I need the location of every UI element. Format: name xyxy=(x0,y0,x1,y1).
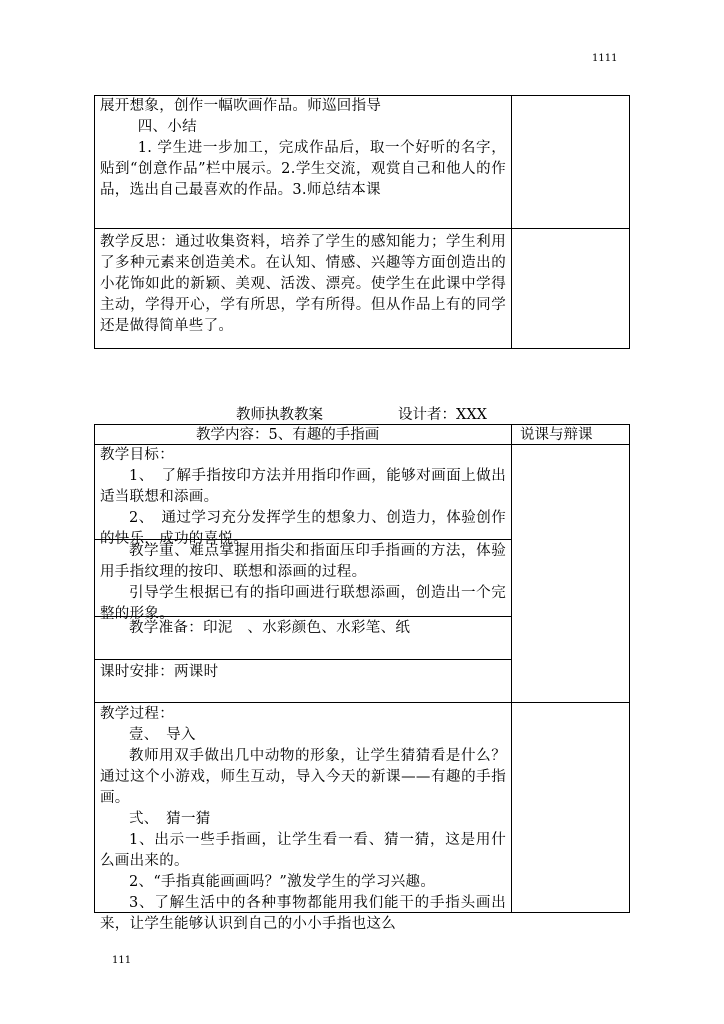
paragraph: 1. 学生进一步加工，完成作品后，取一个好听的名字，贴到“创意作品”栏中展示。2.学生交流，观赏自己和他人的作品，选出自己最喜欢的作品。3.师总结本课 xyxy=(100,140,506,198)
process-label: 教学过程： xyxy=(100,706,174,722)
schedule-cell xyxy=(100,662,506,683)
paragraph: 1、出示一些手指画，让学生看一看、猜一猜，这是用什么画出来的。 xyxy=(100,832,506,869)
summary-cell xyxy=(100,96,506,201)
goal-item: 2、 通过学习充分发挥学生的想象力、创造力，体验创作的快乐，成功的喜悦。 xyxy=(100,510,506,547)
paragraph: 2、“手指真能画画吗？”激发学生的学习兴趣。 xyxy=(129,874,436,890)
paragraph: 教学准备：印泥 、水彩颜色、水彩笔、纸 xyxy=(129,620,411,636)
paragraph: 壹、 导入 xyxy=(129,727,196,743)
paragraph: 3、了解生活中的各种事物都能用我们能干的手指头画出来，让学生能够认识到自己的小小手指也这么 xyxy=(100,895,506,932)
goal-item: 1、 了解手指按印方法并用指印作画，能够对画面上做出适当联想和添画。 xyxy=(100,468,506,505)
lesson-plan-title: 教师执教教案 xyxy=(236,407,323,423)
row-divider xyxy=(94,702,630,703)
column-divider xyxy=(511,95,512,349)
paragraph: 弍、 猜一猜 xyxy=(129,811,211,827)
page-number-top: 1111 xyxy=(592,53,618,64)
column-divider xyxy=(511,424,512,913)
paragraph: 四、小结 xyxy=(137,119,197,135)
side-column-header: 说课与辩课 xyxy=(520,427,593,443)
reflection-cell xyxy=(100,232,506,337)
preparation-cell xyxy=(100,618,506,639)
paragraph: 展开想象，创作一幅吹画作品。师巡回指导 xyxy=(100,98,382,114)
goals-label: 教学目标： xyxy=(100,447,174,463)
paragraph: 教学反思：通过收集资料，培养了学生的感知能力；学生利用了多种元素来创造美术。在认知、情感、兴趣等方面创造出的小花饰如此的新颖、美观、活泼、漂亮。使学生在此课中学得主动，学得开心，学有所思，学有所得。但从作品上有的同学还是做得简单些了。 xyxy=(100,234,506,334)
process-cell xyxy=(100,704,506,935)
paragraph: 引导学生根据已有的指印画进行联想添画，创造出一个完整的形象。 xyxy=(100,585,506,622)
row-divider xyxy=(94,228,630,229)
paragraph: 教学重、难点掌握用指尖和指面压印手指画的方法，体验用手指纹理的按印、联想和添画的过程。 xyxy=(100,543,506,580)
goals-cell xyxy=(100,445,506,550)
content-column-header: 教学内容：5、有趣的手指画 xyxy=(196,427,380,443)
designer-label: 设计者：XXX xyxy=(398,407,487,423)
paragraph: 课时安排：两课时 xyxy=(100,664,219,680)
row-divider xyxy=(94,659,511,660)
key-points-cell xyxy=(100,541,506,625)
page-number-bottom: 111 xyxy=(112,955,132,966)
paragraph: 教师用双手做出几中动物的形象，让学生猜猜看是什么？通过这个小游戏，师生互动，导入今天的新课——有趣的手指画。 xyxy=(100,748,506,806)
